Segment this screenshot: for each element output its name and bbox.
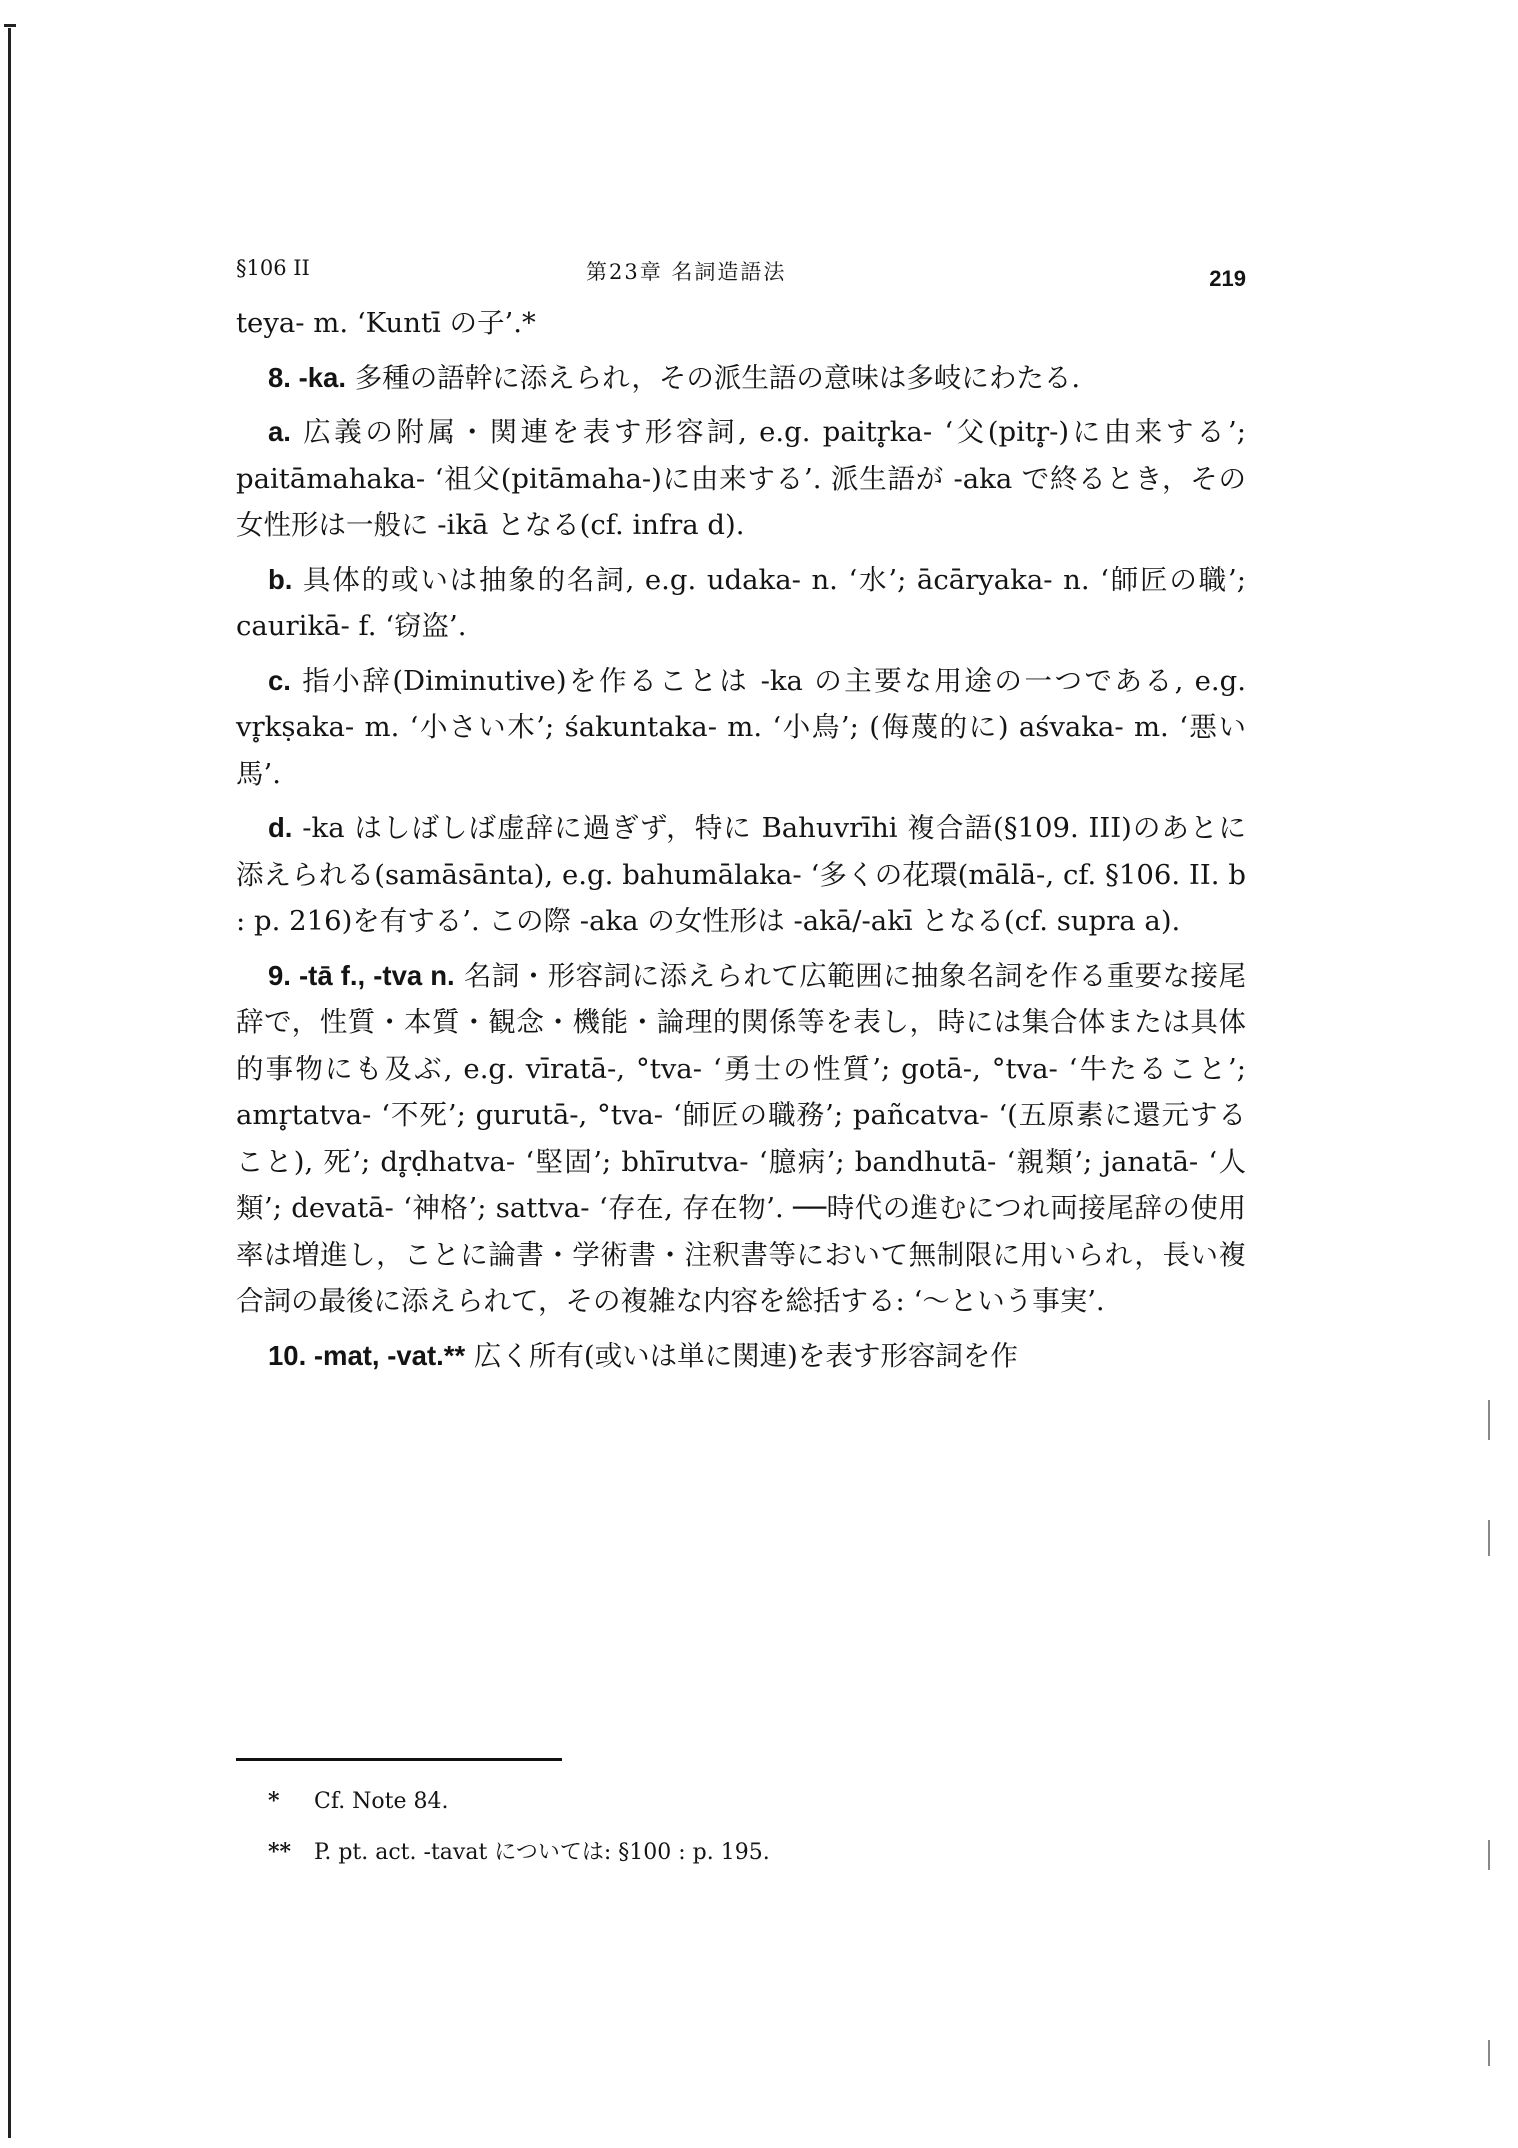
footnote-mark: **	[268, 1839, 292, 1865]
scan-speck	[1488, 1840, 1490, 1870]
footnotes	[268, 1776, 1168, 1878]
running-header	[236, 256, 1246, 296]
footnote-text: P. pt. act. -tavat については: §100 : p. 195.	[314, 1840, 770, 1865]
paragraph-9-ta-tva	[236, 953, 1246, 1325]
header-section: §106 II	[236, 256, 310, 280]
paragraph-continuation	[236, 300, 1246, 347]
paragraph-8d	[236, 805, 1246, 945]
footnote-separator	[236, 1758, 562, 1761]
footnote	[268, 1827, 1168, 1878]
binding-edge-tick	[4, 24, 16, 27]
paragraph-text: 広義の附属・関連を表す形容詞, e.g. paitr̥ka- ‘父(pitr̥-)に由来する’; paitāmahaka- ‘祖父(pitāmaha-)に由来する’. 派生語が -aka で終るとき，その女性形は一般に -ikā となる(cf. infra d).	[236, 416, 1246, 541]
paragraph-text: -ka はしばしば虚辞に過ぎず，特に Bahuvrīhi 複合語(§109. III)のあとに添えられる(samāsānta), e.g. bahumālaka- ‘多くの花環(mālā-, cf. §106. II. b : p. 216)を有する’. この際 -aka の女性形は -akā/-akī となる(cf. supra a).	[236, 812, 1246, 937]
paragraph-lead: 9. -tā f., -tva n.	[268, 959, 455, 991]
paragraph-text: 名詞・形容詞に添えられて広範囲に抽象名詞を作る重要な接尾辞で，性質・本質・観念・機能・論理的関係等を表し，時には集合体または具体的事物にも及ぶ, e.g. vīratā-, °tva- ‘勇士の性質’; gotā-, °tva- ‘牛たること’; amr̥tatva- ‘不死’; gurutā-, °tva- ‘師匠の職務’; pañcatva- ‘(五原素に還元すること), 死’; dr̥ḍhatva- ‘堅固’; bhīrutva- ‘臆病’; bandhutā- ‘親類’; janatā- ‘人類’; devatā- ‘神格’; sattva- ‘存在, 存在物’. ──時代の進むにつれ両接尾辞の使用率は増進し，ことに論書・学術書・注釈書等において無制限に用いられ，長い複合詞の最後に添えられて，その複雑な内容を総括する: ‘～という事実’.	[236, 959, 1246, 1317]
scan-speck	[1488, 1400, 1490, 1440]
binding-edge-line	[8, 28, 11, 2138]
paragraph-text: teya- m. ‘Kuntī の子’.*	[236, 307, 536, 339]
body-text	[236, 300, 1246, 1387]
footnote-text: Cf. Note 84.	[314, 1789, 449, 1814]
paragraph-text: 具体的或いは抽象的名詞, e.g. udaka- n. ‘水’; ācāryaka- n. ‘師匠の職’; caurikā- f. ‘窃盗’.	[236, 563, 1246, 642]
footnote	[268, 1776, 1168, 1827]
paragraph-lead: c.	[268, 664, 291, 696]
scan-speck	[1488, 2040, 1490, 2066]
footnote-mark: *	[268, 1788, 280, 1814]
paragraph-8b	[236, 557, 1246, 650]
paragraph-lead: b.	[268, 563, 293, 595]
paragraph-lead: d.	[268, 812, 293, 843]
paragraph-lead: a.	[268, 416, 291, 447]
header-chapter-title: 第23章 名詞造語法	[586, 260, 787, 284]
paragraph-text: 多種の語幹に添えられ，その派生語の意味は多岐にわたる.	[345, 361, 1081, 394]
page-number: 219	[1209, 266, 1246, 291]
paragraph-8-ka	[236, 355, 1246, 402]
paragraph-10-mat-vat	[236, 1333, 1246, 1380]
paragraph-text: 広く所有(或いは単に関連)を表す形容詞を作	[465, 1339, 1018, 1372]
scan-speck	[1488, 1520, 1490, 1556]
paragraph-8a	[236, 409, 1246, 549]
paragraph-lead: 10. -mat, -vat.**	[268, 1339, 466, 1371]
paragraph-lead: 8. -ka.	[268, 361, 346, 393]
paragraph-8c	[236, 658, 1246, 798]
paragraph-text: 指小辞(Diminutive)を作ることは -ka の主要な用途の一つである, e.g. vr̥kṣaka- m. ‘小さい木’; śakuntaka- m. ‘小鳥’; (侮蔑的に) aśvaka- m. ‘悪い馬’.	[236, 664, 1246, 790]
